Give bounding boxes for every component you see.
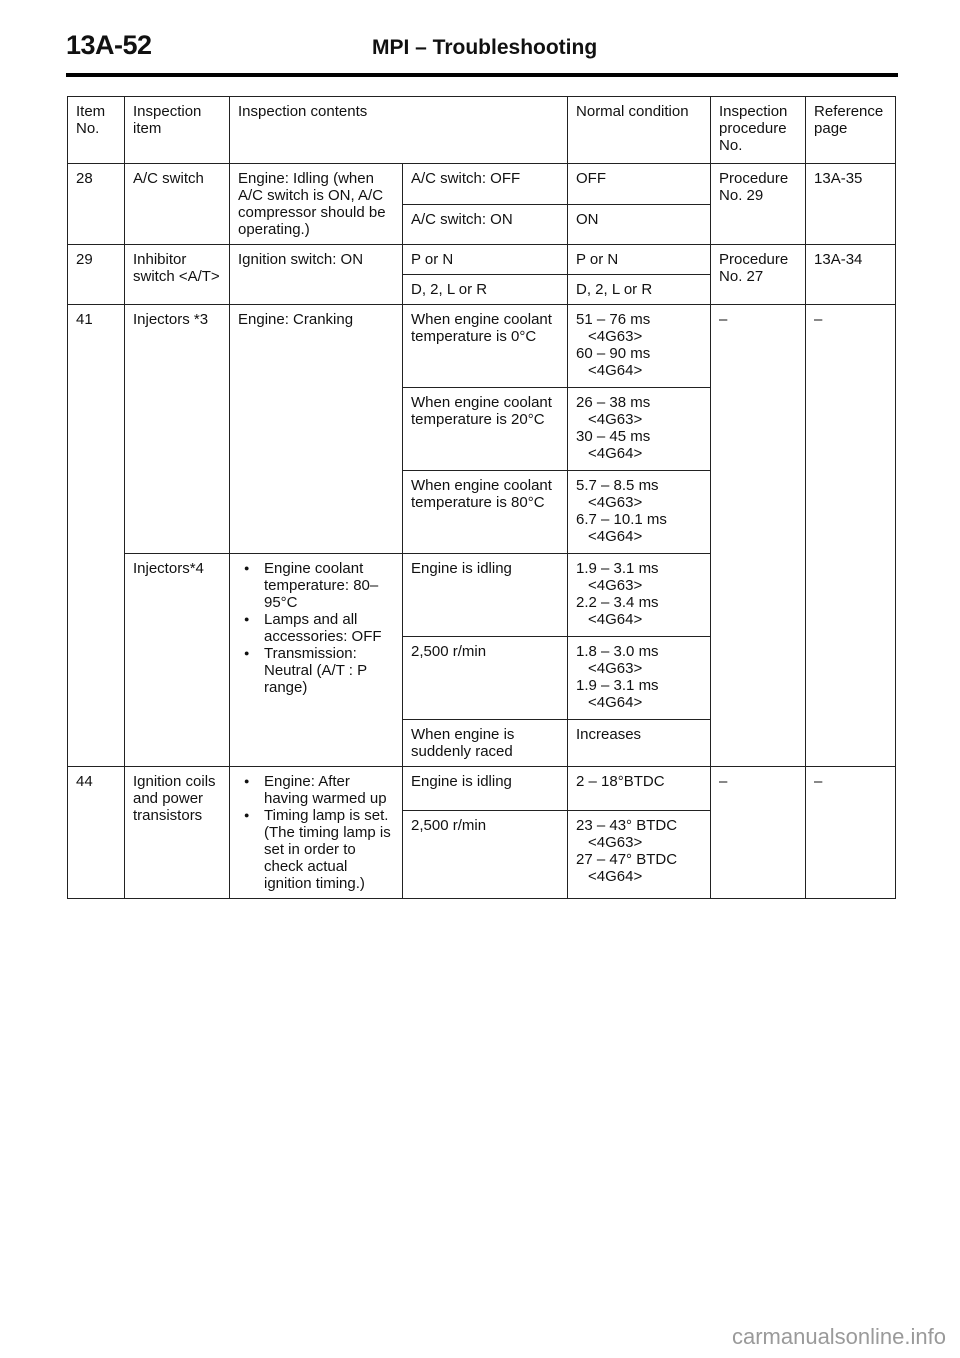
condition-cell xyxy=(230,554,403,767)
normal-value-cell: ON xyxy=(568,204,711,245)
engine-variant: <4G64> xyxy=(588,362,643,379)
page-number: 13A-52 xyxy=(66,30,152,60)
value-line: 60 – 90 ms xyxy=(576,345,651,362)
header-normal-condition: Normal condition xyxy=(568,97,711,164)
engine-variant: <4G64> xyxy=(588,528,643,545)
header-inspection-contents: Inspection contents xyxy=(230,97,568,164)
engine-variant: <4G63> xyxy=(588,494,643,511)
condition-bullet: ● Timing lamp is set. (The timing lamp is set in order to check actual ignition timing.) xyxy=(238,807,394,892)
reference-cell: 13A-35 xyxy=(806,164,896,245)
normal-value-cell: P or N xyxy=(568,245,711,275)
value-line: 1.8 – 3.0 ms xyxy=(576,643,659,660)
engine-variant: <4G64> xyxy=(588,694,643,711)
sub-condition-cell: Engine is idling xyxy=(403,767,568,811)
watermark: carmanualsonline.info xyxy=(731,1324,946,1349)
reference-cell: – xyxy=(806,767,896,899)
troubleshooting-table xyxy=(67,96,896,899)
condition-cell: Ignition switch: ON xyxy=(230,245,403,305)
reference-cell: – xyxy=(806,305,896,767)
normal-value-cell: Increases xyxy=(568,720,711,767)
sub-condition-cell: When engine coolant temperature is 20°C xyxy=(403,388,568,471)
value-line: 1.9 – 3.1 ms xyxy=(576,560,659,577)
reference-cell: 13A-34 xyxy=(806,245,896,305)
value-line: 2.2 – 3.4 ms xyxy=(576,594,659,611)
condition-cell xyxy=(230,767,403,899)
condition-bullet: ● Engine: After having warmed up xyxy=(238,773,394,807)
engine-variant: <4G63> xyxy=(588,577,643,594)
engine-variant: <4G63> xyxy=(588,833,643,851)
value-line: 6.7 – 10.1 ms xyxy=(576,511,667,528)
header-rule xyxy=(66,73,898,77)
procedure-cell: Procedure No. 27 xyxy=(711,245,806,305)
header-procedure-no: Inspection procedure No. xyxy=(711,97,806,164)
condition-bullet: ● Engine coolant temperature: 80–95°C xyxy=(238,560,394,611)
engine-variant: <4G63> xyxy=(588,660,643,677)
sub-condition-cell: When engine coolant temperature is 80°C xyxy=(403,471,568,554)
inspection-item-cell: Inhibitor switch <A/T> xyxy=(125,245,230,305)
sub-condition-cell: A/C switch: OFF xyxy=(403,164,568,205)
table-row xyxy=(68,767,896,811)
table-row xyxy=(68,305,896,388)
value-line: 1.9 – 3.1 ms xyxy=(576,677,659,694)
condition-bullet: ● Lamps and all accessories: OFF xyxy=(238,611,394,645)
table-header-row xyxy=(68,97,896,164)
condition-cell: Engine: Cranking xyxy=(230,305,403,554)
value-line: 51 – 76 ms xyxy=(576,311,651,328)
item-no-cell: 41 xyxy=(68,305,125,767)
condition-cell: Engine: Idling (when A/C switch is ON, A/C compressor should be operating.) xyxy=(230,164,403,245)
normal-value-cell: D, 2, L or R xyxy=(568,275,711,305)
inspection-item-cell: Injectors *3 xyxy=(125,305,230,554)
procedure-cell: Procedure No. 29 xyxy=(711,164,806,245)
item-no-cell: 28 xyxy=(68,164,125,245)
engine-variant: <4G64> xyxy=(588,445,643,462)
sub-condition-cell: When engine is suddenly raced xyxy=(403,720,568,767)
table-row xyxy=(68,245,896,275)
normal-value-cell xyxy=(568,554,711,637)
normal-value-cell xyxy=(568,471,711,554)
page-header xyxy=(66,30,900,76)
sub-condition-cell: A/C switch: ON xyxy=(403,204,568,245)
sub-condition-cell: 2,500 r/min xyxy=(403,637,568,720)
sub-condition-cell: 2,500 r/min xyxy=(403,810,568,898)
normal-value-cell xyxy=(568,637,711,720)
engine-variant: <4G64> xyxy=(588,611,643,628)
value-line: 5.7 – 8.5 ms xyxy=(576,477,659,494)
normal-value-cell xyxy=(568,388,711,471)
condition-bullet: ● Transmission: Neutral (A/T : P range) xyxy=(238,645,394,696)
normal-value-cell xyxy=(568,305,711,388)
normal-value-cell: 2 – 18°BTDC xyxy=(568,767,711,811)
sub-condition-cell: When engine coolant temperature is 0°C xyxy=(403,305,568,388)
table-row xyxy=(68,164,896,205)
header-item-no: Item No. xyxy=(68,97,125,164)
value-line: 27 – 47° BTDC xyxy=(576,850,678,868)
page-title: MPI – Troubleshooting xyxy=(372,36,598,59)
item-no-cell: 44 xyxy=(68,767,125,899)
inspection-item-cell: Injectors*4 xyxy=(125,554,230,767)
header-inspection-item: Inspection item xyxy=(125,97,230,164)
procedure-cell: – xyxy=(711,767,806,899)
sub-condition-cell: P or N xyxy=(403,245,568,275)
header-reference-page: Reference page xyxy=(806,97,896,164)
normal-value-cell xyxy=(568,810,711,898)
sub-condition-cell: D, 2, L or R xyxy=(403,275,568,305)
sub-condition-cell: Engine is idling xyxy=(403,554,568,637)
inspection-item-cell: A/C switch xyxy=(125,164,230,245)
item-no-cell: 29 xyxy=(68,245,125,305)
value-line: 23 – 43° BTDC xyxy=(576,816,678,834)
engine-variant: <4G63> xyxy=(588,328,643,345)
value-line: 26 – 38 ms xyxy=(576,394,651,411)
engine-variant: <4G63> xyxy=(588,411,643,428)
normal-value-cell: OFF xyxy=(568,164,711,205)
inspection-item-cell: Ignition coils and power transistors xyxy=(125,767,230,899)
value-line: 30 – 45 ms xyxy=(576,428,651,445)
engine-variant: <4G64> xyxy=(588,867,643,885)
procedure-cell: – xyxy=(711,305,806,767)
